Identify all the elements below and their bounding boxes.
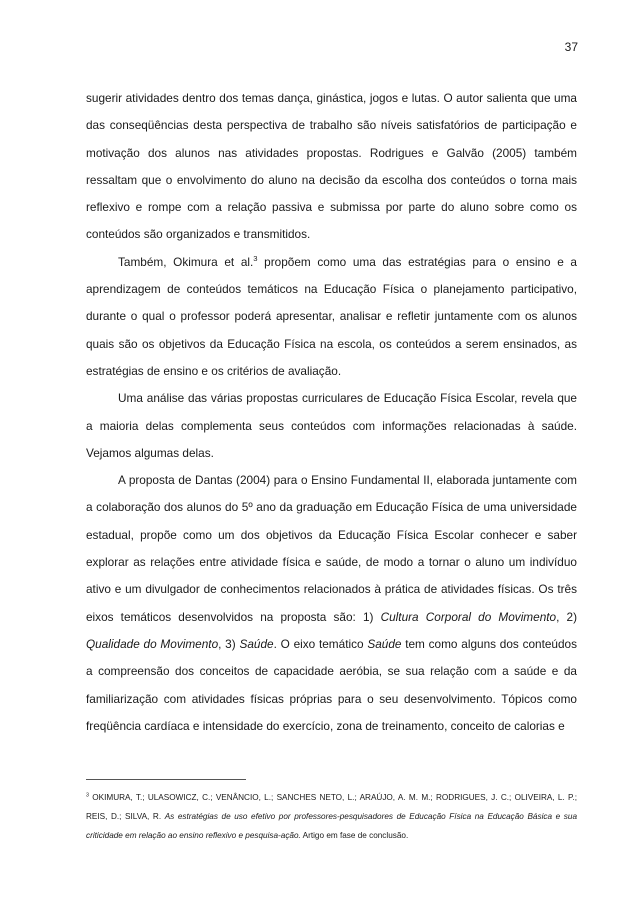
footnote-title: As estratégias de uso efetivo por professores-pesquisadores de Educação Física na Educação Básica e sua criticidade em relação ao ensino reflexivo e pesquisa-ação.: [86, 812, 577, 840]
footnote-marker: 3: [86, 792, 89, 799]
theme-saude: Saúde: [239, 636, 274, 651]
paragraph-2-rest: propõem como uma das estratégias para o ensino e a aprendizagem de conteúdos temáticos na Educação Física o planejamento participativo, durante o qual o professor poderá apresentar, analisar e refletir juntamente com os alunos quais são os objetivos da Educação Física na escola, os conteúdos a serem ensinados, as estratégias de ensino e os critérios de avaliação.: [86, 254, 577, 378]
footnote: [86, 788, 577, 845]
body-text: [86, 85, 577, 740]
paragraph-2: [86, 249, 577, 385]
separator-1: , 2): [556, 609, 578, 624]
paragraph-4: [86, 467, 577, 740]
footnote-authors: OKIMURA, T.; ULASOWICZ, C.; VENÂNCIO, L.; SANCHES NETO, L.; ARAÚJO, A. M. M.; RODRIGUES, J. C.; OLIVEIRA, L. P.; REIS, D.; SILVA, R.: [86, 793, 577, 821]
paragraph-4-part-2: . O eixo temático: [273, 636, 368, 651]
footnote-status: Artigo em fase de conclusão.: [300, 831, 409, 840]
theme-qualidade-movimento: Qualidade do Movimento: [86, 636, 219, 651]
footnote-reference[interactable]: 3: [253, 253, 258, 263]
paragraph-2-start: Também, Okimura et al.: [118, 254, 254, 269]
theme-cultura-corporal: Cultura Corporal do Movimento: [380, 609, 557, 624]
theme-saude-repeat: Saúde: [367, 636, 402, 651]
page-number: 37: [564, 40, 578, 54]
paragraph-3: Uma análise das várias propostas curriculares de Educação Física Escolar, revela que a maioria delas complementa seus conteúdos com informações relacionadas à saúde. Vejamos algumas delas.: [86, 391, 577, 460]
paragraph-4-part-1: A proposta de Dantas (2004) para o Ensino Fundamental II, elaborada juntamente com a colaboração dos alunos do 5º ano da graduação em Educação Física de uma universidade estadual, propõe como um dos objetivos da Educação Física Escolar conhecer e saber explorar as relações entre atividade física e saúde, de modo a tornar o aluno um indivíduo ativo e um divulgador de conhecimentos relacionados à prática de atividades físicas. Os três eixos temáticos desenvolvidos na proposta são: 1): [86, 473, 577, 624]
paragraph-4-part-3: tem como alguns dos conteúdos a compreensão dos conceitos de capacidade aeróbia, se sua relação com a saúde e da familiarização com atividades físicas próprias para o seu desenvolvimento. Tópicos como freqüência cardíaca e intensidade do exercício, zona de treinamento, conceito de calorias e: [86, 636, 578, 733]
paragraph-1: sugerir atividades dentro dos temas dança, ginástica, jogos e lutas. O autor salienta que uma das conseqüências desta perspectiva de trabalho são níveis satisfatórios de participação e motivação dos alunos nas atividades propostas. Rodrigues e Galvão (2005) também ressaltam que o envolvimento do aluno na decisão da escolha dos conteúdos o torna mais reflexivo e rompe com a relação passiva e submissa por parte do aluno sobre como os conteúdos são organizados e transmitidos.: [86, 91, 577, 242]
footnote-divider: [86, 779, 246, 780]
separator-2: , 3): [218, 636, 240, 651]
